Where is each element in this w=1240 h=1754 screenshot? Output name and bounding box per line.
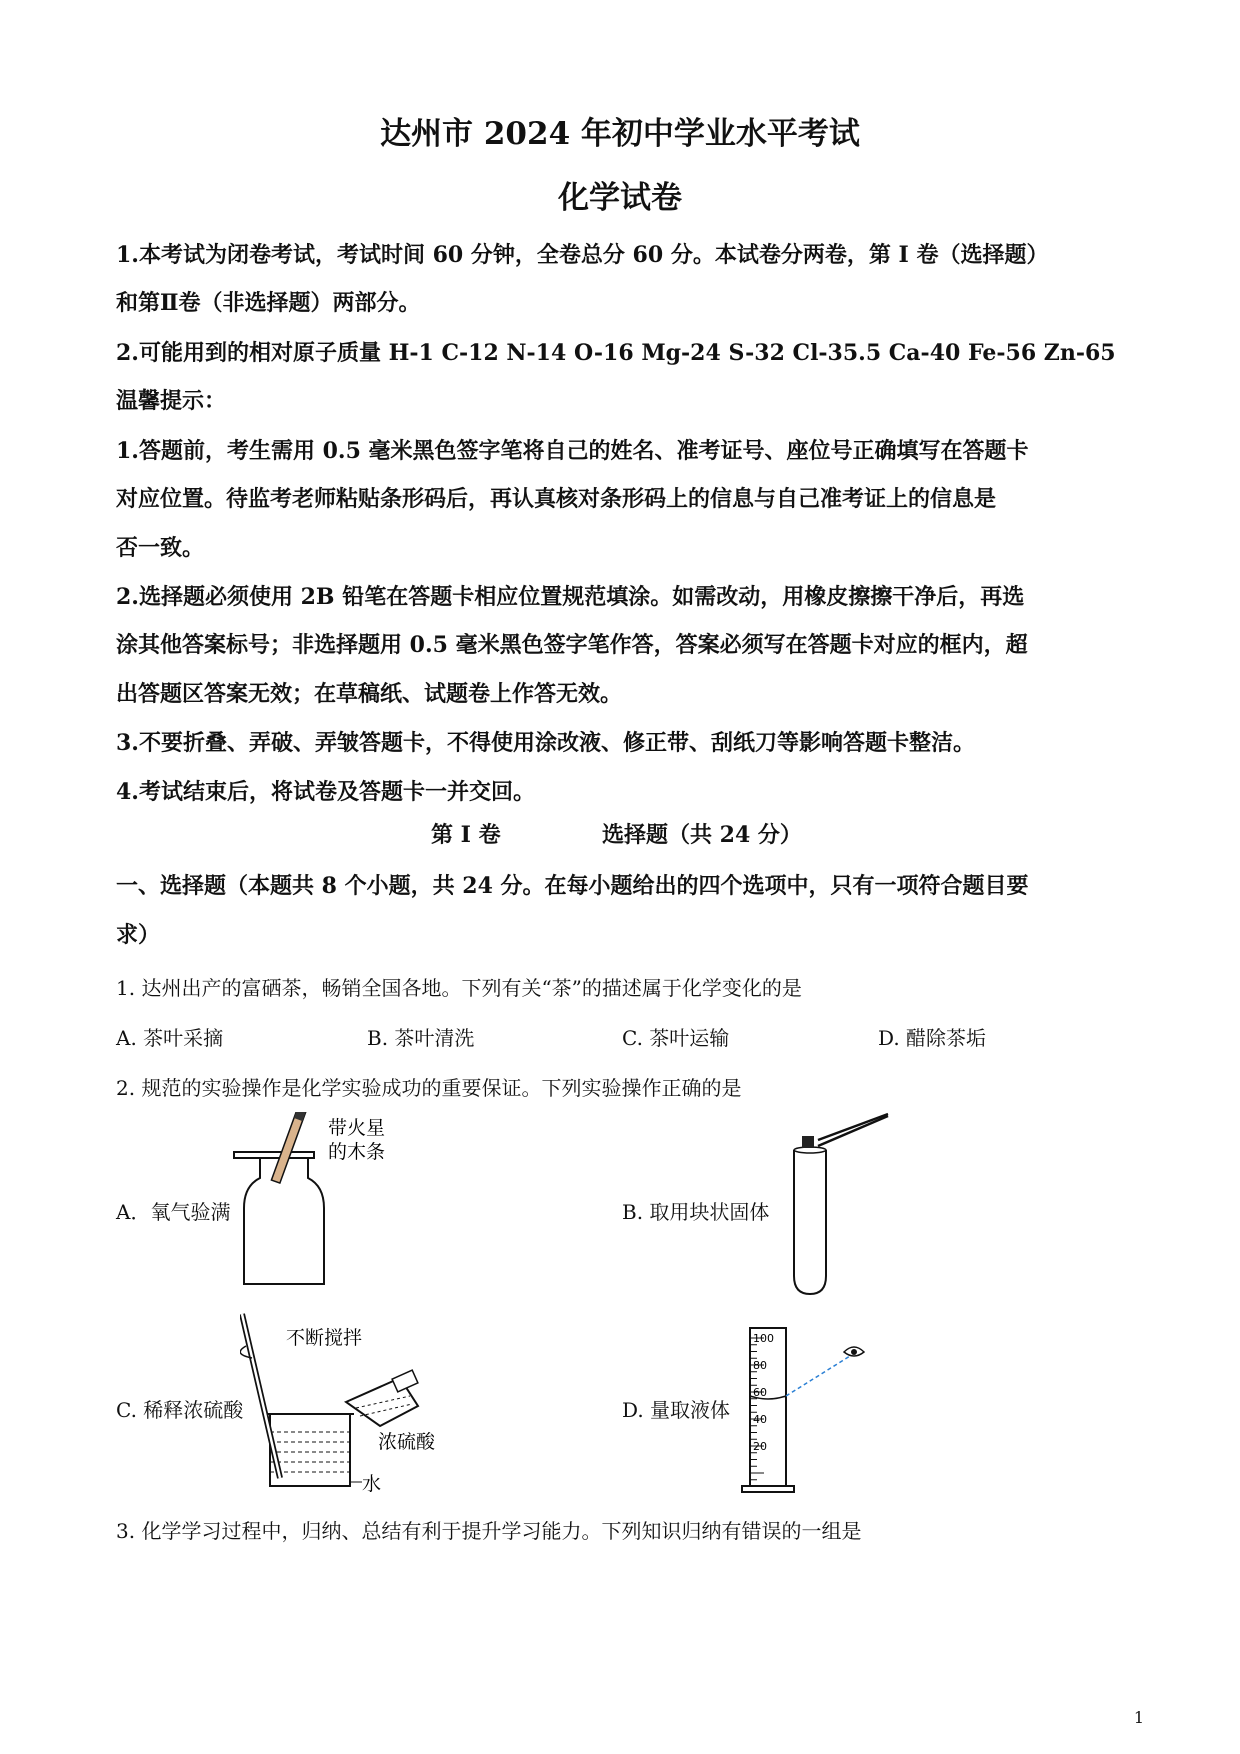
figure-oxygen-test xyxy=(228,1112,428,1290)
tip-2-line-3: 出答题区答案无效；在草稿纸、试题卷上作答无效。 xyxy=(116,681,623,707)
volume-label: 第 I 卷 xyxy=(431,822,501,848)
tip-1-line-1: 1.答题前，考生需用 0.5 毫米黑色签字笔将自己的姓名、准考证号、座位号正确填写在答题卡 xyxy=(116,438,1029,464)
cylinder-tick-label: 80 xyxy=(753,1359,767,1372)
page-title: 达州市 2024 年初中学业水平考试 xyxy=(380,116,860,152)
page-number: 1 xyxy=(1133,1708,1144,1727)
cylinder-tick-label: 20 xyxy=(753,1440,767,1453)
instruction-line-1: 1.本考试为闭卷考试，考试时间 60 分钟，全卷总分 60 分。本试卷分两卷，第 I 卷（选择题） xyxy=(116,242,1049,268)
figure-a-label-2: 的木条 xyxy=(328,1141,386,1163)
cylinder-ticks xyxy=(750,1332,774,1480)
question-1-option-b: B. 茶叶清洗 xyxy=(367,1026,475,1050)
question-2-stem: 2. 规范的实验操作是化学实验成功的重要保证。下列实验操作正确的是 xyxy=(116,1076,742,1100)
tip-1-line-2: 对应位置。待监考老师粘贴条形码后，再认真核对条形码上的信息与自己准考证上的信息是 xyxy=(116,486,997,512)
instruction-line-2: 和第Ⅱ卷（非选择题）两部分。 xyxy=(116,290,421,316)
question-2-option-b: B. 取用块状固体 xyxy=(622,1200,770,1224)
tips-heading: 温馨提示： xyxy=(116,388,227,414)
section-heading-line-2: 求） xyxy=(116,922,161,948)
figure-acid-dilution xyxy=(240,1310,460,1494)
figure-measuring-cylinder xyxy=(740,1318,890,1496)
page-subtitle: 化学试卷 xyxy=(558,180,682,216)
question-3-stem: 3. 化学学习过程中，归纳、总结有利于提升学习能力。下列知识归纳有错误的一组是 xyxy=(116,1519,862,1543)
figure-c-water-label: 水 xyxy=(362,1473,382,1494)
tip-4: 4.考试结束后，将试卷及答题卡一并交回。 xyxy=(116,779,535,805)
figure-c-stir-label: 不断搅拌 xyxy=(286,1327,363,1349)
tip-2-line-1: 2.选择题必须使用 2B 铅笔在答题卡相应位置规范填涂。如需改动，用橡皮擦擦干净后，再选 xyxy=(116,584,1025,610)
cylinder-tick-label: 60 xyxy=(753,1386,767,1399)
question-2-option-d: D. 量取液体 xyxy=(622,1398,731,1422)
tip-3: 3.不要折叠、弄破、弄皱答题卡，不得使用涂改液、修正带、刮纸刀等影响答题卡整洁。 xyxy=(116,730,975,756)
question-1-option-a: A. 茶叶采摘 xyxy=(116,1026,224,1050)
figure-solid-transfer xyxy=(780,1108,910,1300)
instruction-line-3: 2.可能用到的相对原子质量 H-1 C-12 N-14 O-16 Mg-24 S-32 Cl-35.5 Ca-40 Fe-56 Zn-65 xyxy=(116,340,1116,366)
question-2-option-c: C. 稀释浓硫酸 xyxy=(116,1398,244,1422)
question-2-option-a: A．氧气验满 xyxy=(116,1200,231,1224)
cylinder-tick-label: 100 xyxy=(753,1332,774,1345)
question-1-option-d: D. 醋除茶垢 xyxy=(878,1026,987,1050)
question-1-option-c: C. 茶叶运输 xyxy=(622,1026,730,1050)
figure-a-label-1: 带火星 xyxy=(328,1117,386,1139)
figure-c-acid-label: 浓硫酸 xyxy=(378,1431,436,1453)
cylinder-tick-label: 40 xyxy=(753,1413,767,1426)
tip-1-line-3: 否一致。 xyxy=(116,535,205,561)
volume-title: 选择题（共 24 分） xyxy=(602,822,802,848)
section-heading-line-1: 一、选择题（本题共 8 个小题，共 24 分。在每小题给出的四个选项中，只有一项符合题目要 xyxy=(116,873,1029,899)
tip-2-line-2: 涂其他答案标号；非选择题用 0.5 毫米黑色签字笔作答，答案必须写在答题卡对应的框内，超 xyxy=(116,632,1028,658)
question-1-stem: 1. 达州出产的富硒茶，畅销全国各地。下列有关“茶”的描述属于化学变化的是 xyxy=(116,976,802,1000)
